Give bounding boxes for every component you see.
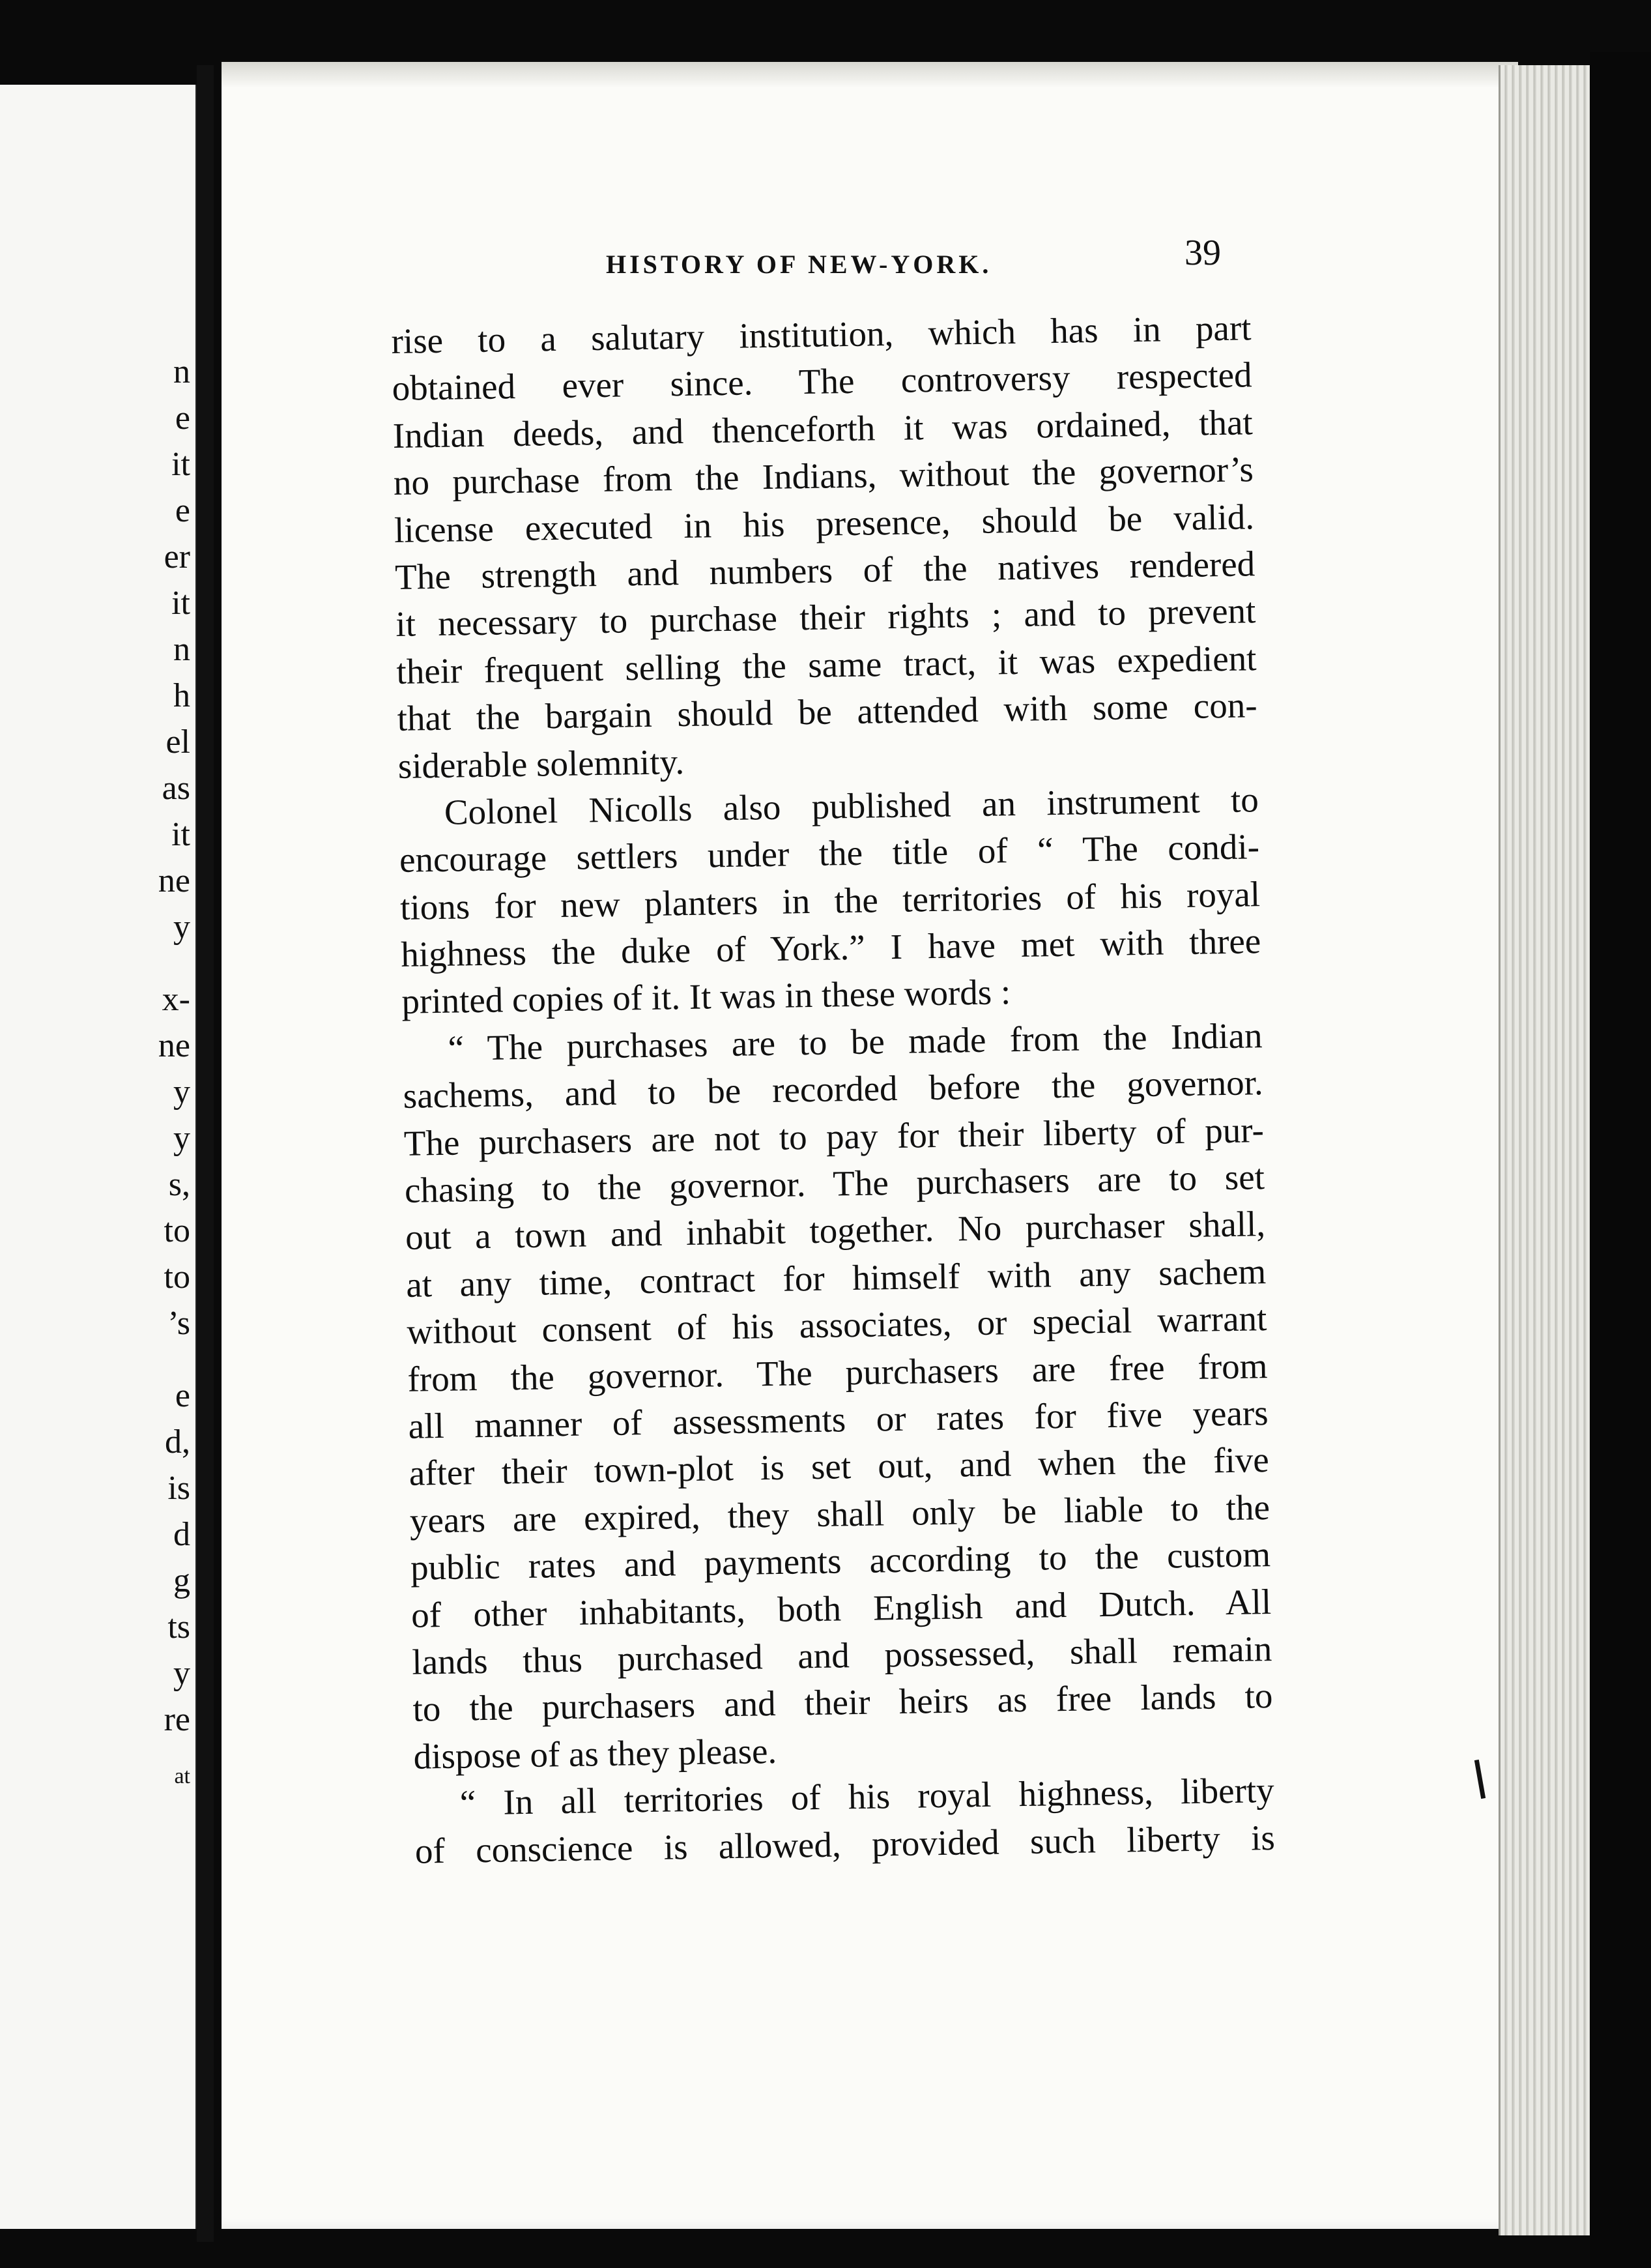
page-fragment: to [164, 1258, 190, 1296]
page-fragment: y [173, 1073, 190, 1111]
page-fragment: n [173, 353, 190, 390]
page-fragment: at [174, 1764, 190, 1788]
text-line: it necessary to purchase their rights ; and to prevent [395, 590, 1256, 645]
text-line: at any time, contract for himself with any sachem [405, 1251, 1267, 1305]
text-line: The strength and numbers of the natives rendered [394, 544, 1256, 597]
text-line: siderable solemnity. [397, 741, 685, 786]
page-fragment: y [173, 1120, 190, 1157]
text-line: obtained ever since. The controversy respected [392, 355, 1253, 409]
text-line: of other inhabitants, both English and Dutch. All [410, 1581, 1272, 1635]
page-fragment: to [164, 1212, 190, 1249]
page-fragment: it [171, 816, 190, 853]
text-line: that the bargain should be attended with some con- [397, 685, 1257, 739]
page-fragment: is [167, 1470, 190, 1507]
text-line: “ In all territories of his royal highness, liberty [459, 1770, 1275, 1823]
page-number: 39 [1184, 233, 1221, 273]
page-fragment: it [171, 446, 190, 483]
text-line: rise to a salutary institution, which has in part [391, 308, 1252, 361]
page-fragment: el [165, 723, 190, 761]
text-line: to the purchasers and their heirs as free lands to [412, 1676, 1273, 1730]
scan-border [1590, 52, 1651, 2268]
text-line: without consent of his associates, or special warrant [406, 1298, 1267, 1352]
text-line: sachems, and to be recorded before the governor. [403, 1062, 1264, 1116]
page-fragment: ts [167, 1608, 190, 1646]
text-line: public rates and payments according to the custom [410, 1534, 1271, 1588]
text-line: license executed in his presence, should be valid. [394, 496, 1255, 550]
body-text [391, 304, 1275, 1874]
text-line: their frequent selling the same tract, it was expedient [396, 637, 1257, 691]
text-line: Indian deeds, and thenceforth it was ordained, that [392, 402, 1254, 456]
text-line: chasing to the governor. The purchasers are to set [404, 1157, 1265, 1210]
page-top-shadow [222, 62, 1518, 88]
text-line: no purchase from the Indians, without the governor’s [393, 449, 1254, 503]
text-line: all manner of assessments or rates for five years [408, 1393, 1269, 1446]
text-line: printed copies of it. It was in these words : [401, 972, 1011, 1022]
previous-page-margin [0, 85, 199, 2229]
page-fragment: h [173, 677, 190, 714]
text-line: from the governor. The purchasers are free from [407, 1345, 1268, 1399]
text-line: “ The purchases are to be made from the Indian [448, 1015, 1263, 1068]
page-fragment: ne [158, 1027, 190, 1064]
page-fragment: re [164, 1701, 190, 1738]
page-fragment: e [175, 400, 190, 437]
page-fragment: e [175, 492, 190, 529]
page-fragment: d, [165, 1423, 190, 1461]
text-line: Colonel Nicolls also published an instrument to [444, 779, 1259, 832]
page-fragment: as [162, 770, 190, 807]
page-fragment: y [173, 1655, 190, 1692]
text-line: tions for new planters in the territories of his royal [399, 873, 1261, 927]
page-fragment: er [164, 538, 190, 575]
text-line: lands thus purchased and possessed, shall remain [411, 1628, 1272, 1682]
page-fragment: d [173, 1516, 190, 1553]
text-line: highness the duke of York.” I have met with three [400, 921, 1261, 974]
page-fragment: ne [158, 862, 190, 899]
page-stack-edge [1499, 65, 1598, 2235]
text-line: after their town-plot is set out, and when the five [409, 1440, 1270, 1494]
page-fragment: x- [162, 981, 190, 1018]
text-line: dispose of as they please. [413, 1730, 777, 1777]
page-fragment: ’s [167, 1305, 190, 1342]
page-fragment: it [171, 585, 190, 622]
page-fragment: e [175, 1377, 190, 1414]
text-line: The purchasers are not to pay for their liberty of pur- [403, 1109, 1265, 1163]
page-fragment: g [173, 1562, 190, 1599]
page-fragment: y [173, 909, 190, 946]
page-fragment: s, [168, 1166, 190, 1203]
text-line: of conscience is allowed, provided such liberty is [414, 1817, 1276, 1871]
text-line: years are expired, they shall only be liable to the [409, 1487, 1271, 1541]
text-line: encourage settlers under the title of “ The condi- [399, 826, 1260, 880]
page-fragment: n [173, 631, 190, 668]
text-line: out a town and inhabit together. No purchaser shall, [405, 1204, 1266, 1258]
book-gutter [197, 65, 214, 2242]
running-head: HISTORY OF NEW-YORK. [606, 250, 992, 279]
